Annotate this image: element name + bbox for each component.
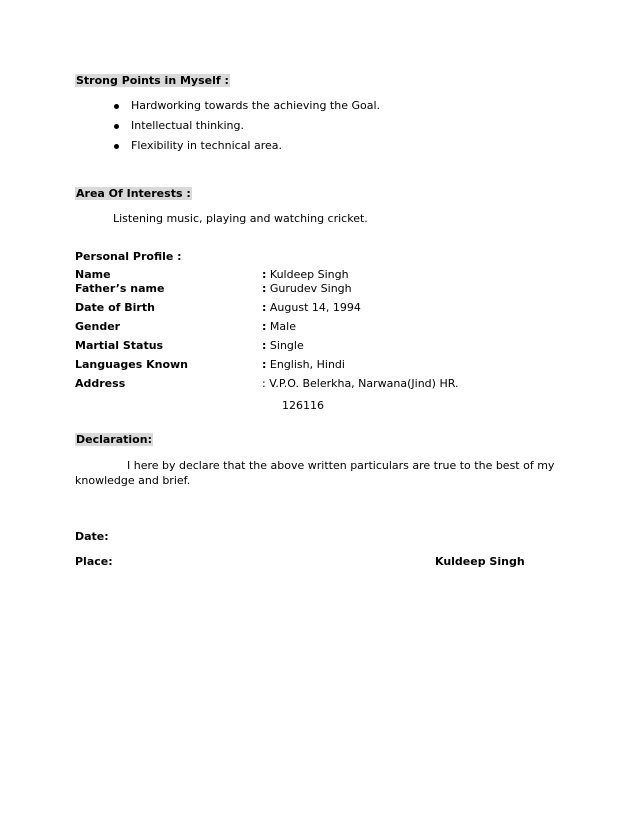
list-item-text: Flexibility in technical area. bbox=[131, 139, 283, 152]
languages-text: English, Hindi bbox=[269, 358, 345, 371]
declaration-heading: Declaration: bbox=[76, 433, 152, 446]
address-line-1: V.P.O. Belerkha, Narwana(Jind) HR. bbox=[269, 377, 459, 390]
name-text: Kuldeep Singh bbox=[269, 268, 349, 281]
dob-label: Date of Birth bbox=[75, 301, 155, 314]
gender-label: Gender bbox=[75, 320, 121, 333]
separator: : bbox=[262, 320, 267, 333]
declaration-line-2: knowledge and brief. bbox=[75, 474, 191, 487]
father-name-value bbox=[262, 282, 352, 295]
date-label: Date: bbox=[75, 530, 109, 543]
gender-value bbox=[262, 320, 296, 333]
separator: : bbox=[262, 339, 267, 352]
separator: : bbox=[262, 282, 267, 295]
declaration-line-1: I here by declare that the above written particulars are true to the best of my bbox=[127, 459, 555, 472]
separator: : bbox=[262, 301, 267, 314]
address-value bbox=[262, 377, 458, 390]
list-item-text: Intellectual thinking. bbox=[131, 119, 244, 132]
gender-text: Male bbox=[269, 320, 296, 333]
dob-value bbox=[262, 301, 361, 314]
address-line-2: 126116 bbox=[282, 399, 324, 412]
marital-status-value bbox=[262, 339, 304, 352]
signature-name: Kuldeep Singh bbox=[435, 555, 525, 568]
separator: : bbox=[262, 358, 267, 371]
marital-status-label: Martial Status bbox=[75, 339, 164, 352]
profile-heading: Personal Profile : bbox=[75, 250, 182, 263]
address-label: Address bbox=[75, 377, 126, 390]
separator: : bbox=[262, 268, 267, 281]
bullet-icon bbox=[114, 124, 119, 129]
bullet-icon bbox=[114, 104, 119, 109]
marital-status-text: Single bbox=[269, 339, 304, 352]
place-label: Place: bbox=[75, 555, 113, 568]
strengths-heading: Strong Points in Myself : bbox=[76, 74, 229, 87]
separator: : bbox=[262, 377, 266, 390]
name-value bbox=[262, 268, 349, 281]
father-name-text: Gurudev Singh bbox=[269, 282, 352, 295]
list-item-text: Hardworking towards the achieving the Goal. bbox=[131, 99, 381, 112]
languages-value bbox=[262, 358, 345, 371]
interests-heading: Area Of Interests : bbox=[76, 187, 191, 200]
bullet-icon bbox=[114, 144, 119, 149]
name-label: Name bbox=[75, 268, 111, 281]
interests-text: Listening music, playing and watching cricket. bbox=[113, 212, 368, 225]
dob-text: August 14, 1994 bbox=[269, 301, 361, 314]
languages-label: Languages Known bbox=[75, 358, 189, 371]
father-name-label: Father’s name bbox=[75, 282, 165, 295]
